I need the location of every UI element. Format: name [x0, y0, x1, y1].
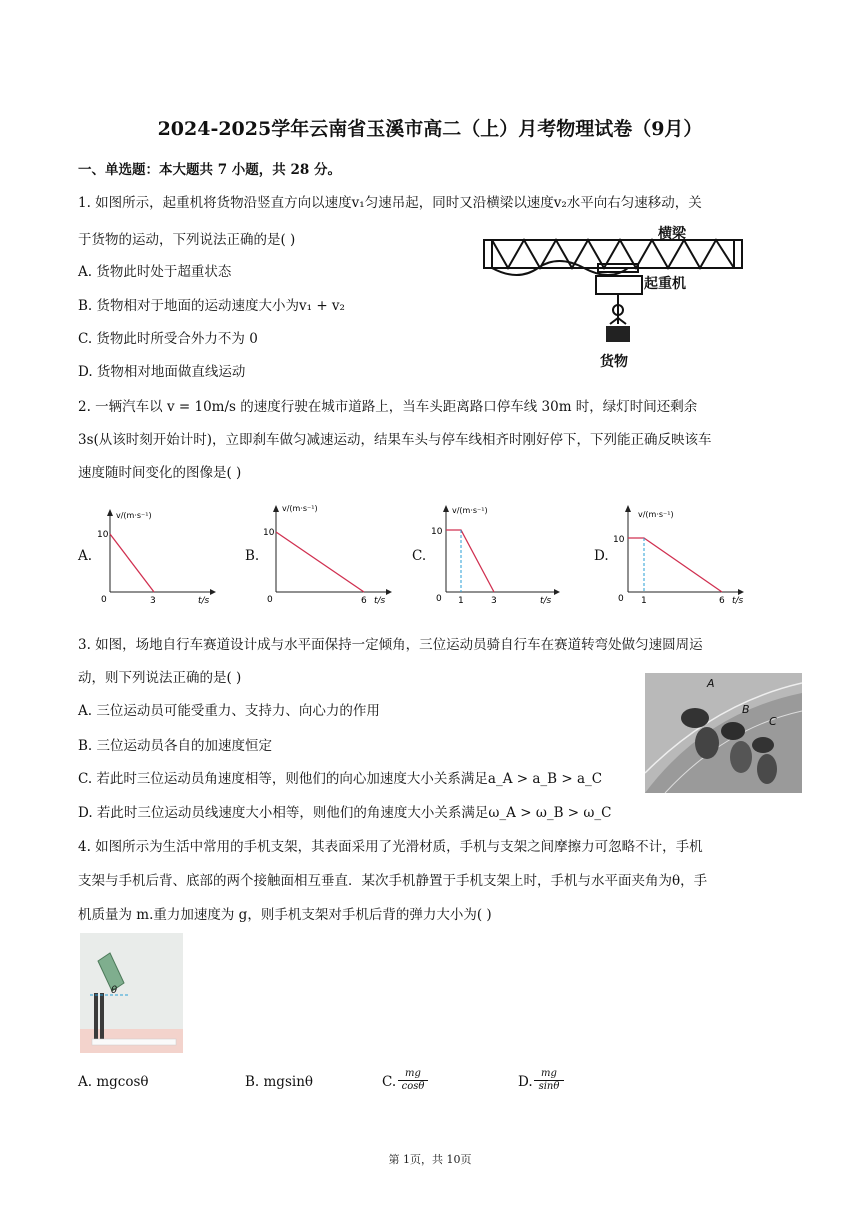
cyclist-label-a: A — [707, 677, 715, 690]
svg-text:10: 10 — [431, 527, 443, 537]
section-heading: 一、单选题：本大题共 7 小题，共 28 分。 — [78, 162, 341, 178]
q2-option-a-label: A. — [78, 548, 93, 564]
svg-text:t/s: t/s — [732, 596, 744, 606]
svg-text:0: 0 — [436, 594, 442, 604]
q3-option-a: A. 三位运动员可能受重力、支持力、向心力的作用 — [78, 703, 380, 719]
q1-option-a: A. 货物此时处于超重状态 — [78, 264, 232, 280]
q2-stem-line2: 3s(从该时刻开始计时)，立即刹车做匀减速运动，结果车头与停车线相齐时刚好停下，下列能正确反映该车 — [78, 432, 712, 448]
q4-stem-line1: 4. 如图所示为生活中常用的手机支架，其表面采用了光滑材质，手机与支架之间摩擦力可忽略不计，手机 — [78, 839, 703, 855]
q2-option-c-label: C. — [412, 548, 427, 564]
q4-option-c-fraction: mg cosθ — [398, 1068, 428, 1092]
svg-text:10: 10 — [97, 530, 109, 540]
svg-text:6: 6 — [719, 596, 725, 606]
q4-option-d: D. — [518, 1074, 533, 1090]
q4-stem-line3: 机质量为 m.重力加速度为 g，则手机支架对手机后背的弹力大小为( ) — [78, 907, 492, 923]
svg-text:t/s: t/s — [198, 596, 210, 606]
q4-option-a: A. mgcosθ — [78, 1074, 149, 1090]
svg-text:10: 10 — [613, 535, 625, 545]
q3-stem-line1: 3. 如图，场地自行车赛道设计成与水平面保持一定倾角，三位运动员骑自行车在赛道转弯处做匀速圆周运 — [78, 637, 703, 653]
svg-text:1: 1 — [458, 596, 464, 606]
svg-text:v/(m·s⁻¹): v/(m·s⁻¹) — [638, 510, 674, 519]
q3-stem-line2: 动，则下列说法正确的是( ) — [78, 670, 242, 686]
svg-text:v/(m·s⁻¹): v/(m·s⁻¹) — [116, 511, 152, 520]
svg-text:t/s: t/s — [374, 596, 386, 606]
cyclist-label-b: B — [742, 703, 750, 716]
page-title: 2024-2025学年云南省玉溪市高二（上）月考物理试卷（9月） — [157, 118, 703, 140]
q2-option-d-label: D. — [594, 548, 609, 564]
label-cargo: 货物 — [600, 354, 628, 370]
label-crane: 起重机 — [644, 276, 686, 292]
q2-graph-a — [92, 500, 222, 610]
q2-graph-c — [428, 500, 568, 610]
svg-text:6: 6 — [361, 596, 367, 606]
svg-text:v/(m·s⁻¹): v/(m·s⁻¹) — [282, 504, 318, 513]
q1-option-b: B. 货物相对于地面的运动速度大小为v₁ + v₂ — [78, 298, 345, 314]
svg-text:3: 3 — [491, 596, 497, 606]
q3-option-c: C. 若此时三位运动员角速度相等，则他们的向心加速度大小关系满足a_A > a_B > a_C — [78, 771, 603, 787]
angle-label: θ — [111, 985, 118, 996]
svg-text:3: 3 — [150, 596, 156, 606]
q4-stem-line2: 支架与手机后背、底部的两个接触面相互垂直．某次手机静置于手机支架上时，手机与水平面夹角为θ，手 — [78, 873, 708, 889]
svg-text:1: 1 — [641, 596, 647, 606]
crane-figure — [478, 218, 748, 374]
page-footer: 第 1页，共 10页 — [388, 1153, 472, 1166]
phone-stand-photo — [80, 933, 183, 1053]
q2-stem-line3: 速度随时间变化的图像是( ) — [78, 465, 242, 481]
svg-text:v/(m·s⁻¹): v/(m·s⁻¹) — [452, 506, 488, 515]
q1-option-d: D. 货物相对地面做直线运动 — [78, 364, 246, 380]
svg-text:10: 10 — [263, 528, 275, 538]
q4-option-d-fraction: mg sinθ — [534, 1068, 564, 1092]
svg-text:0: 0 — [267, 595, 273, 605]
label-beam: 横梁 — [658, 226, 686, 242]
q1-stem-line2: 于货物的运动，下列说法正确的是( ) — [78, 232, 296, 248]
q4-option-c: C. — [382, 1074, 397, 1090]
q2-graph-d — [610, 502, 750, 610]
q1-stem-line1: 1. 如图所示，起重机将货物沿竖直方向以速度v₁匀速吊起，同时又沿横梁以速度v₂水平向右匀速移动，关 — [78, 195, 702, 211]
svg-text:0: 0 — [101, 595, 107, 605]
q2-graph-b — [258, 496, 398, 610]
q4-option-b: B. mgsinθ — [245, 1074, 314, 1090]
q3-option-b: B. 三位运动员各自的加速度恒定 — [78, 738, 273, 754]
svg-text:t/s: t/s — [540, 596, 552, 606]
cyclist-label-c: C — [769, 715, 777, 728]
svg-text:0: 0 — [618, 594, 624, 604]
q2-stem-line1: 2. 一辆汽车以 v = 10m/s 的速度行驶在城市道路上，当车头距离路口停车线 30m 时，绿灯时间还剩余 — [78, 399, 698, 415]
cyclists-photo — [645, 673, 802, 793]
q2-option-b-label: B. — [245, 548, 260, 564]
q3-option-d: D. 若此时三位运动员线速度大小相等，则他们的角速度大小关系满足ω_A > ω_B > ω_C — [78, 805, 612, 821]
q1-option-c: C. 货物此时所受合外力不为 0 — [78, 331, 258, 347]
